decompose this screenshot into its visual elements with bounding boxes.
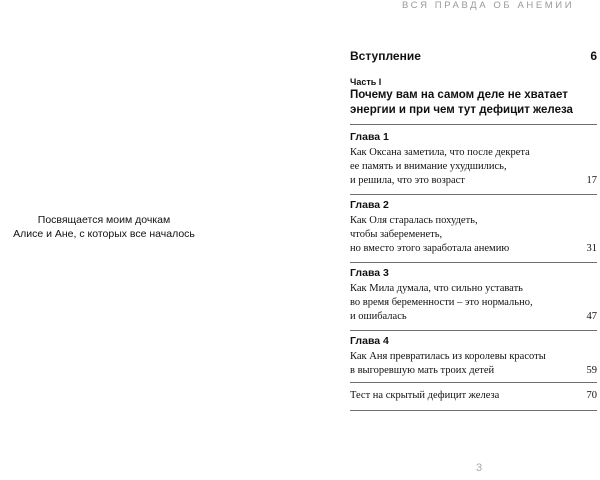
divider — [350, 410, 597, 411]
chapter-line-text: и ошибалась — [350, 311, 407, 322]
chapter-line-text: но вместо этого заработала анемию — [350, 243, 510, 254]
toc-intro-title: Вступление — [350, 49, 421, 63]
dedication-line-1: Посвящается моим дочкам — [37, 214, 171, 226]
running-header: ВСЯ ПРАВДА ОБ АНЕМИИ — [402, 0, 575, 11]
toc-test[interactable] — [350, 389, 597, 403]
test-title: Тест на скрытый дефицит железа — [350, 390, 500, 401]
divider — [350, 262, 597, 263]
chapter-line-last — [350, 242, 597, 256]
part-title-line-1: Почему вам на самом деле не хватает — [350, 89, 568, 101]
chapter-line-last — [350, 310, 597, 324]
chapter-label: Глава 2 — [350, 199, 389, 211]
divider — [350, 330, 597, 331]
chapter-line: Как Оксана заметила, что после декрета — [350, 147, 530, 158]
chapter-label: Глава 3 — [350, 267, 389, 279]
chapter-label: Глава 1 — [350, 131, 389, 143]
dedication — [0, 213, 208, 241]
chapter-line-text: в выгоревшую мать троих детей — [350, 365, 495, 376]
chapter-line: чтобы забеременеть, — [350, 229, 443, 240]
chapter-line: Как Аня превратилась из королевы красоты — [350, 351, 546, 362]
part-title-line-2: энергии и при чем тут дефицит железа — [350, 104, 573, 116]
part-label: Часть I — [350, 77, 382, 87]
toc-chapter-1[interactable] — [350, 131, 597, 188]
chapter-line-last — [350, 174, 597, 188]
dedication-line-2: Алисе и Ане, с которых все началось — [13, 228, 195, 240]
chapter-page-number: 31 — [586, 243, 597, 254]
test-line — [350, 389, 597, 403]
toc-intro[interactable] — [350, 49, 597, 63]
page-number: 3 — [475, 462, 483, 474]
chapter-line: ее память и внимание ухудшились, — [350, 161, 507, 172]
divider — [350, 124, 597, 125]
toc-chapter-3[interactable] — [350, 267, 597, 324]
test-page-number: 70 — [586, 390, 597, 401]
chapter-page-number: 47 — [586, 311, 597, 322]
chapter-line-text: и решила, что это возраст — [350, 175, 465, 186]
divider — [350, 382, 597, 383]
chapter-line-last — [350, 364, 597, 378]
chapter-page-number: 59 — [586, 365, 597, 376]
toc-chapter-4[interactable] — [350, 335, 597, 378]
chapter-line: Как Мила думала, что сильно уставать — [350, 283, 523, 294]
divider — [350, 194, 597, 195]
toc-chapter-2[interactable] — [350, 199, 597, 256]
chapter-line: Как Оля старалась похудеть, — [350, 215, 478, 226]
toc-intro-page: 6 — [590, 49, 597, 63]
part-title — [350, 88, 597, 118]
chapter-page-number: 17 — [586, 175, 597, 186]
chapter-label: Глава 4 — [350, 335, 389, 347]
chapter-line: во время беременности – это нормально, — [350, 297, 533, 308]
